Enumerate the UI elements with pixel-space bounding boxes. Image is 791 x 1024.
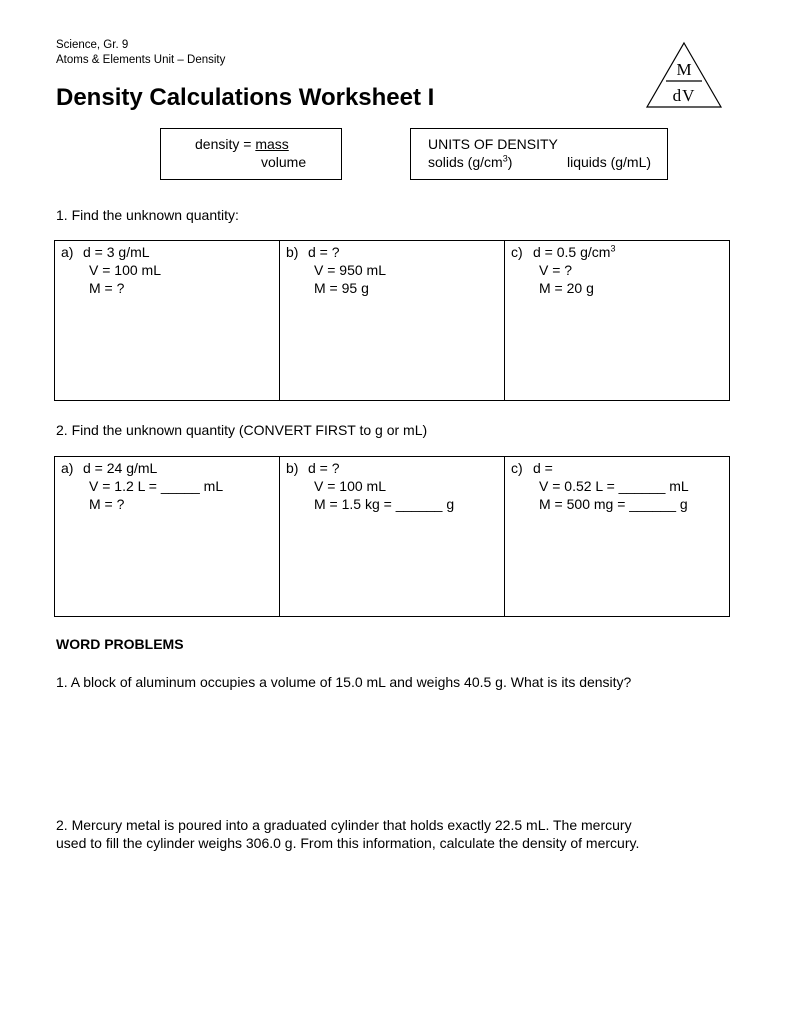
course-label: Science, Gr. 9 xyxy=(56,39,129,51)
word-problem-2-line2: used to fill the cylinder weighs 306.0 g. From this information, calculate the density of mercury. xyxy=(56,835,640,851)
section1-cell-a: a) d = 3 g/mL V = 100 mL M = ? xyxy=(55,241,280,401)
formula-numerator: mass xyxy=(255,136,289,152)
word-problem-1: 1. A block of aluminum occupies a volume of 15.0 mL and weighs 40.5 g. What is its density? xyxy=(56,674,632,690)
units-heading: UNITS OF DENSITY xyxy=(428,136,558,152)
word-problems-heading: WORD PROBLEMS xyxy=(56,636,184,652)
section1-prompt: 1. Find the unknown quantity: xyxy=(56,207,239,223)
units-liquids: liquids (g/mL) xyxy=(567,154,652,170)
section2-cell-a: a) d = 24 g/mL V = 1.2 L = _____ mL M = ? xyxy=(55,457,280,617)
density-triangle xyxy=(644,40,724,110)
units-solids: solids $(g/cm^3)$ xyxy=(428,153,513,170)
section2-prompt: 2. Find the unknown quantity (CONVERT FIRST to g or mL) xyxy=(56,422,428,438)
formula-box xyxy=(160,128,342,180)
formula-denominator: volume xyxy=(261,154,307,170)
section1-cell-b: b) d = ? V = 950 mL M = 95 g xyxy=(280,241,505,401)
section1-cell-c: c) d = 0.5 $g/cm^3$ V = ? M = 20 g xyxy=(505,241,730,401)
page-title: Density Calculations Worksheet I xyxy=(56,84,435,111)
units-box xyxy=(410,128,668,180)
section2-cell-b: b) d = ? V = 100 mL M = 1.5 kg = ______ g xyxy=(280,457,505,617)
triangle-mass: M xyxy=(676,60,692,79)
unit-label: Atoms & Elements Unit – Density xyxy=(56,54,226,66)
formula-lhs: density = xyxy=(195,136,256,152)
section2-cell-c: c) d = V = 0.52 L = ______ mL M = 500 mg = ______ g xyxy=(505,457,730,617)
triangle-density-volume: dV xyxy=(672,86,696,105)
section1-table xyxy=(54,240,730,401)
section2-table xyxy=(54,456,730,617)
word-problem-2-line1: 2. Mercury metal is poured into a graduated cylinder that holds exactly 22.5 mL. The mercury xyxy=(56,817,632,833)
